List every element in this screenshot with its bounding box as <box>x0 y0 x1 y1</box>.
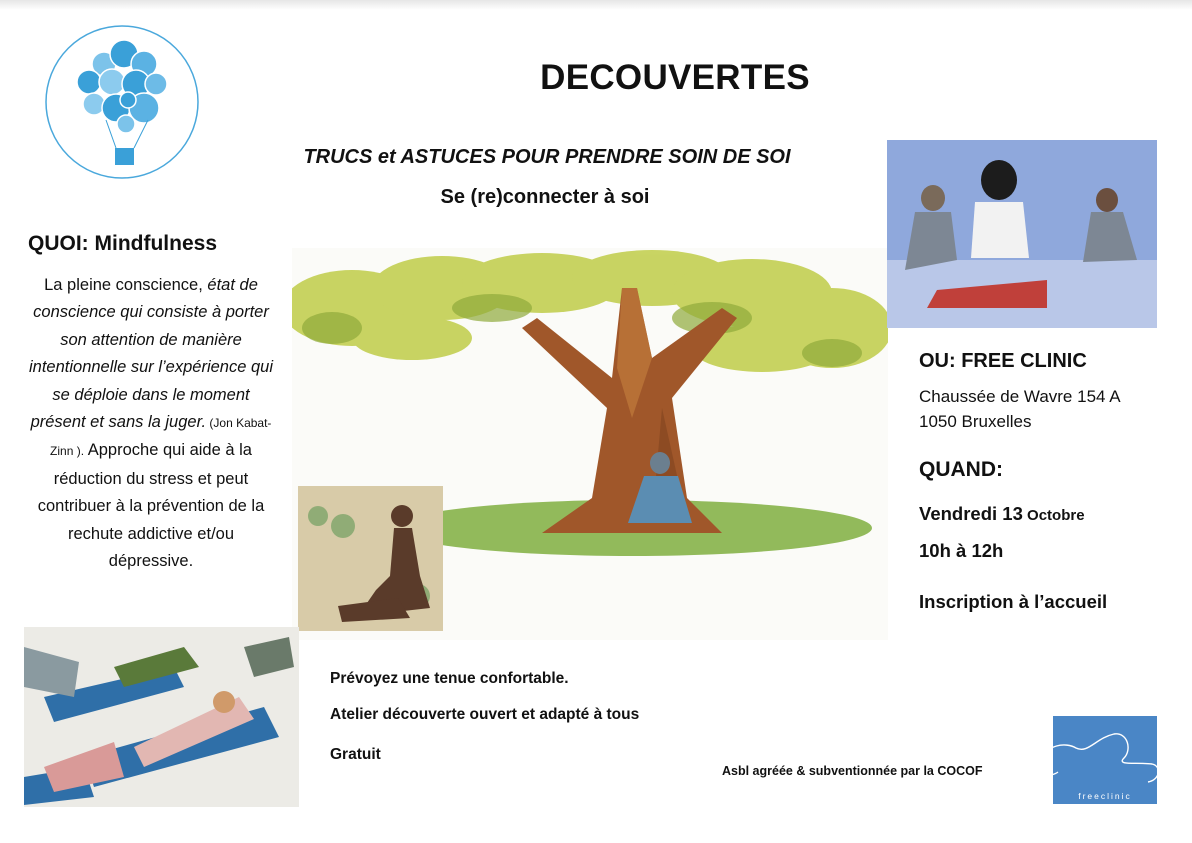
relaxation-illustration <box>24 627 299 807</box>
quand-heading: QUAND: <box>919 458 1003 481</box>
page-title: DECOUVERTES <box>540 58 810 97</box>
event-hours: 10h à 12h <box>919 540 1004 561</box>
quoi-intro: La pleine conscience, <box>44 276 208 294</box>
ou-heading: OU: FREE CLINIC <box>919 350 1087 372</box>
logo-text: freeclinic <box>1078 791 1132 801</box>
meditation-illustration <box>298 486 443 631</box>
quoi-author: (Jon Kabat-Zinn ). <box>50 416 272 459</box>
balloon-logo-icon <box>44 24 200 180</box>
freeclinic-logo-icon <box>1036 714 1164 806</box>
quoi-definition: état de conscience qui consiste à porter son attention de manière intentionnelle sur l’expérience qui se déploie dans le moment présent et sans la juger. <box>29 276 273 432</box>
address <box>919 384 1121 434</box>
event-day: Vendredi 13 <box>919 503 1023 524</box>
address-line2: 1050 Bruxelles <box>919 412 1032 431</box>
group-meditation-illustration <box>887 140 1157 328</box>
top-shadow <box>0 0 1192 10</box>
subtitle-secondary: Se (re)connecter à soi <box>440 186 650 208</box>
event-month: Octobre <box>1022 507 1085 524</box>
event-date <box>919 503 1085 525</box>
subtitle: TRUCS et ASTUCES POUR PRENDRE SOIN DE SOI <box>303 146 791 168</box>
note-open-to-all: Atelier découverte ouvert et adapté à tous <box>330 706 640 723</box>
address-line1: Chaussée de Wavre 154 A <box>919 387 1121 406</box>
footer-credit: Asbl agréée & subventionnée par la COCOF <box>722 764 983 778</box>
note-outfit: Prévoyez une tenue confortable. <box>330 670 569 687</box>
quoi-description <box>26 272 276 575</box>
note-free: Gratuit <box>330 746 381 763</box>
quoi-heading: QUOI: Mindfulness <box>28 232 217 255</box>
quoi-body: Approche qui aide à la réduction du stress et peut contribuer à la prévention de la rechute addictive et/ou dépressive. <box>37 441 265 571</box>
registration-info: Inscription à l’accueil <box>919 591 1108 612</box>
